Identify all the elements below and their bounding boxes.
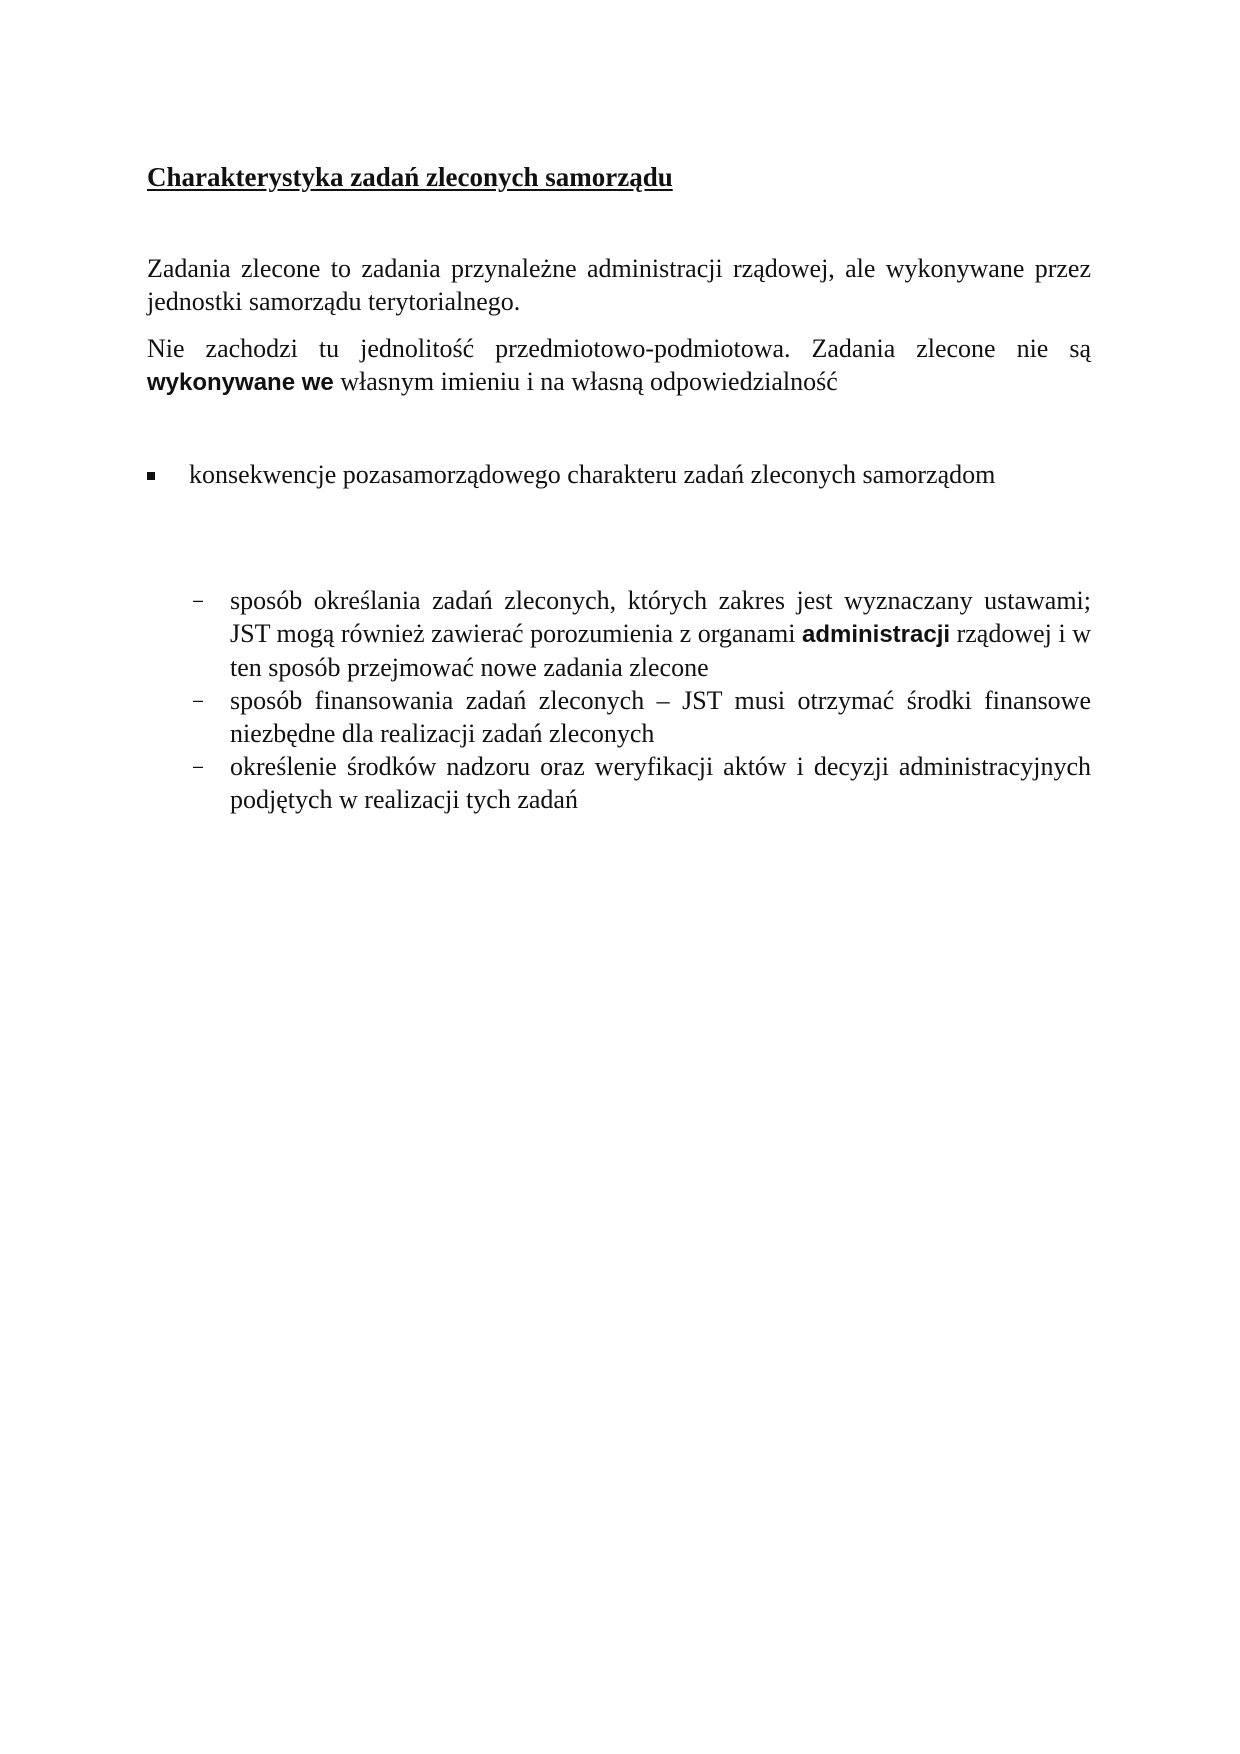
dash-item-bold: administracji <box>801 621 951 648</box>
dash-item-text: sposób finansowania zadań zleconych – JST musi otrzymać środki finansowe niezbędne dla realizacji zadań zleconych <box>230 686 1091 748</box>
dash-icon: – <box>192 690 203 710</box>
dash-list <box>188 584 1091 816</box>
dash-item-text: określenie środków nadzoru oraz weryfikacji aktów i decyzji administracyjnych podjętych w realizacji tych zadań <box>230 752 1091 814</box>
dash-icon: – <box>192 590 203 610</box>
dash-item-financing <box>188 684 1091 750</box>
dash-icon: – <box>192 756 203 776</box>
paragraph-unity-text-start: Nie zachodzi tu jednolitość przedmiotowo-podmiotowa. Zadania zlecone nie są <box>147 334 1091 363</box>
paragraph-unity-text-end: własnym imieniu i na własną odpowiedzialność <box>333 367 838 396</box>
document-title: Charakterystyka zadań zleconych samorządu <box>147 162 673 192</box>
dash-item-text-start: sposób określania zadań zleconych, których zakres jest wyznaczany ustawami; JST mogą również zawierać porozumienia z organami <box>230 586 1091 648</box>
dash-item-supervision <box>188 750 1091 816</box>
bullet-icon <box>147 472 155 480</box>
bullet-text: konsekwencje pozasamorządowego charakteru zadań zleconych samorządom <box>189 460 996 489</box>
paragraph-unity-bold: wykonywane we <box>147 369 334 396</box>
dash-item-determination <box>188 584 1091 684</box>
bullet-item <box>147 458 1091 491</box>
paragraph-unity <box>147 332 1091 399</box>
paragraph-definition: Zadania zlecone to zadania przynależne administracji rządowej, ale wykonywane przez jednostki samorządu terytorialnego. <box>147 254 1091 316</box>
dash-item-text-end: rządowej i w ten sposób przejmować nowe zadania zlecone <box>230 619 1092 682</box>
